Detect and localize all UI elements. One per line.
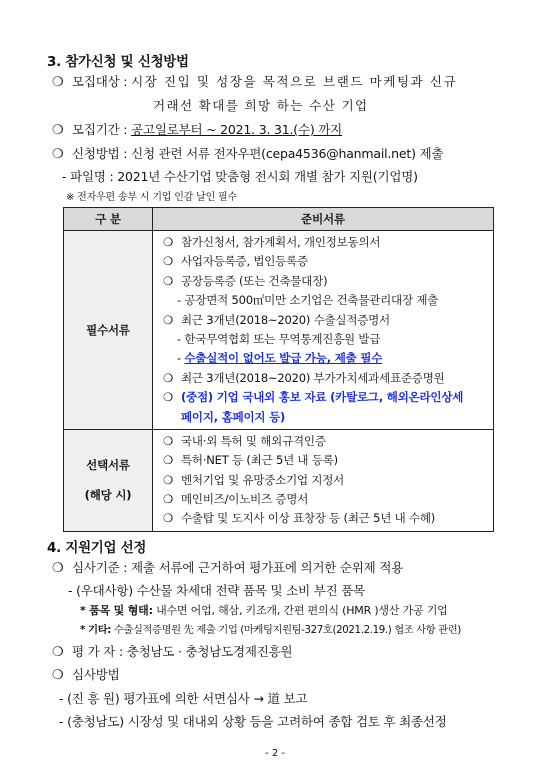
seal-note: ※ 전자우편 송부 시 기업 인감 날인 필수 [66,192,237,203]
list-item: ❍ 공장등록증 (또는 건축물대장) [163,272,493,291]
required-documents-table [63,207,494,532]
list-item: ❍ 최근 3개년(2018~2020) 부가가치세과세표준증명원 [163,369,493,388]
etc-value: 수출실적증명원 先 제출 기업 (마케팅지원팀-327호(2021.2.19.) 협조 사항 관련) [113,624,461,636]
list-item: ❍ 특허·NET 등 (최근 5년 내 등록) [163,451,493,470]
table-header-row [64,208,494,231]
section4-heading: 4. 지원기업 선정 [47,540,147,556]
criteria-text: 심사기준 : 제출 서류에 근거하여 평가표에 의거한 순위제 적용 [72,560,404,575]
period-row [52,120,342,138]
target-value-1: 시장 진입 및 성장을 목적으로 브랜드 마케팅과 신규 [131,74,458,89]
period-label: 모집기간 : [72,122,128,137]
circle-bullet-icon: ❍ [52,561,64,576]
target-value-2: 거래선 확대를 희망 하는 수산 기업 [153,98,369,113]
optional-label-cell [64,429,153,531]
circle-bullet-icon: ❍ [163,254,174,269]
step1-text: - (진 흥 원) 평가표에 의한 서면심사 → 道 보고 [59,691,308,706]
optional-row [64,429,494,531]
circle-bullet-icon: ❍ [163,235,174,249]
circle-bullet-icon: ❍ [163,511,174,526]
filename-value: 2021년 수산기업 맞춤형 전시회 개별 참가 지원(기업명) [117,169,418,184]
list-subitem: - 한국무역협회 또는 무역통계진흥원 발급 [177,331,381,346]
list-item: ❍ 최근 3개년(2018~2020) 수출실적증명서 [163,311,493,330]
required-items [153,231,494,430]
list-item: ❍ 벤처기업 및 유망중소기업 지정서 [163,471,493,490]
criteria-row [52,558,403,576]
method-heading-row [52,665,120,683]
list-subitem-emphasis: - 수출실적이 없어도 발급 가능, 제출 필수 [177,351,383,366]
review-method: 심사방법 [72,667,120,682]
target-label: 모집대상 : [72,74,128,89]
circle-bullet-icon: ❍ [163,370,174,385]
circle-bullet-icon: ❍ [163,453,174,468]
evaluator-row [52,642,292,660]
etc-label: * 기타: [80,624,111,636]
circle-bullet-icon: ❍ [163,312,174,327]
circle-bullet-icon: ❍ [52,75,64,90]
product-value: 내수면 어업, 해삼, 키조개, 간편 편의식 (HMR )생산 가공 기업 [156,604,448,617]
period-value: 공고일로부터 ~ 2021. 3. 31.(수) 까지 [131,122,343,137]
list-item: ❍ 참가신청서, 참가계획서, 개인정보동의서 [163,233,493,252]
required-row [64,231,494,430]
method-row [52,144,443,162]
filename-label: - 파일명 : [62,169,114,184]
header-category: 구 분 [64,208,153,231]
product-label: * 품목 및 형태: [80,604,153,617]
circle-bullet-icon: ❍ [52,668,64,683]
header-documents: 준비서류 [153,208,494,231]
optional-sublabel: (해당 시) [84,488,132,503]
circle-bullet-icon: ❍ [163,390,174,405]
optional-items [153,429,494,531]
method-label: 신청방법 : [72,146,128,161]
circle-bullet-icon: ❍ [52,645,64,660]
method-value: 신청 관련 서류 전자우편(cepa4536@hanmail.net) 제출 [131,146,444,161]
list-item: ❍ 메인비즈/이노비즈 증명서 [163,490,493,509]
list-item: ❍ 사업자등록증, 법인등록증 [163,252,493,271]
priority-text: - (우대사항) 수산물 차세대 전략 품목 및 소비 부진 품목 [68,583,366,598]
product-row [80,602,448,618]
list-item-emphasis: ❍ (중점) 기업 국내외 홍보 자료 (카탈로그, 해외온라인상세 [163,388,493,407]
filename-row [62,167,418,185]
list-item: ❍ 국내·외 특허 및 해외규격인증 [163,432,493,451]
circle-bullet-icon: ❍ [163,273,174,288]
circle-bullet-icon: ❍ [163,472,174,487]
optional-label: 선택서류 [86,458,130,473]
target-row [52,72,457,90]
section3-heading: 3. 참가신청 및 신청방법 [47,54,189,70]
list-item-continuation: 페이지, 홈페이지 등) [181,409,286,424]
circle-bullet-icon: ❍ [52,123,64,138]
required-label: 필수서류 [64,231,153,430]
list-item: ❍ 수출탑 및 도지사 이상 표창장 등 (최근 5년 내 수혜) [163,509,493,528]
step2-text: - (충청남도) 시장성 및 대내외 상황 등을 고려하여 종합 검토 후 최종선정 [59,714,447,729]
evaluator-text: 평 가 자 : 충청남도 · 충청남도경제진흥원 [72,644,293,659]
circle-bullet-icon: ❍ [163,433,174,448]
circle-bullet-icon: ❍ [163,492,174,507]
page-number: - 2 - [265,748,285,759]
etc-row [80,621,461,636]
circle-bullet-icon: ❍ [52,147,64,162]
list-subitem: - 공장면적 500㎡미만 소기업은 건축물관리대장 제출 [177,293,439,308]
